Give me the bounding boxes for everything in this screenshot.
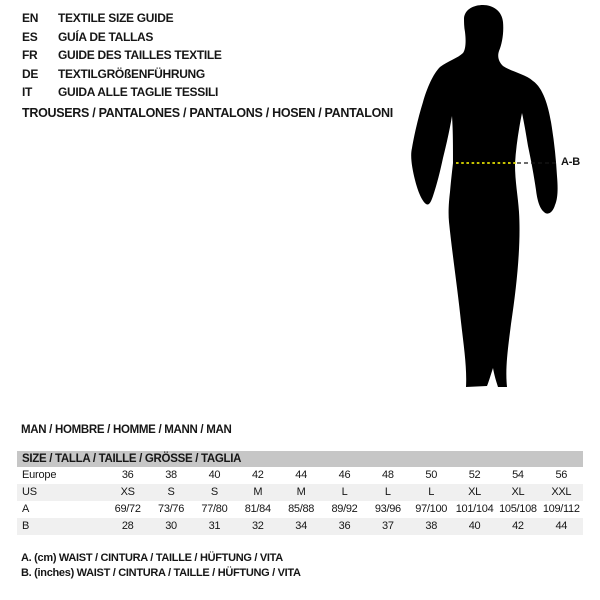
footnotes <box>21 551 301 580</box>
row-label: Europe <box>22 469 57 481</box>
language-label: GUIDA ALLE TAGLIE TESSILI <box>58 85 219 100</box>
table-cell: XXL <box>551 486 572 498</box>
row-label: US <box>22 486 37 498</box>
table-cell: 31 <box>208 520 221 532</box>
table-cell: 37 <box>382 520 394 532</box>
language-label: TEXTILE SIZE GUIDE <box>58 11 174 25</box>
table-cell: 73/76 <box>158 503 185 515</box>
table-cell: 89/92 <box>331 503 358 515</box>
table-cell: 101/104 <box>455 503 494 515</box>
table-cell: S <box>167 486 175 498</box>
table-cell: 105/108 <box>499 503 537 515</box>
language-code: IT <box>22 85 33 100</box>
table-cell: 85/88 <box>288 503 315 515</box>
table-cell: XL <box>468 486 481 498</box>
table-cell: M <box>296 486 306 498</box>
table-cell: 52 <box>468 469 481 481</box>
table-cell: 34 <box>295 520 307 532</box>
row-label: B <box>22 520 30 532</box>
table-cell: L <box>384 486 391 498</box>
table-cell: S <box>210 486 218 498</box>
table-cell: 36 <box>121 469 134 481</box>
table-row-us <box>17 484 583 501</box>
table-cell: 46 <box>338 469 351 481</box>
table-cell: 48 <box>382 469 394 481</box>
language-code: DE <box>22 66 39 81</box>
table-cell: 81/84 <box>244 503 271 515</box>
table-cell: 56 <box>555 469 568 481</box>
table-cell: 69/72 <box>114 503 141 515</box>
table-cell: 54 <box>512 469 524 481</box>
table-cell: 38 <box>425 520 438 532</box>
table-cell: XS <box>120 486 135 498</box>
table-row-europe <box>17 467 583 484</box>
language-label: GUÍA DE TALLAS <box>58 29 154 44</box>
table-cell: 32 <box>251 520 264 532</box>
table-cell: 42 <box>251 469 264 481</box>
table-cell: 28 <box>121 520 134 532</box>
table-header: SIZE / TALLA / TAILLE / GRÖSSE / TAGLIA <box>17 451 583 467</box>
language-label: GUIDE DES TAILLES TEXTILE <box>58 48 222 63</box>
category-title: TROUSERS / PANTALONES / PANTALONS / HOSEN / PANTALONI <box>22 106 393 120</box>
table-cell: 40 <box>468 520 481 532</box>
table-cell: 40 <box>208 469 221 481</box>
footnote-a: A. (cm) WAIST / CINTURA / TAILLE / HÜFTUNG / VITA <box>21 552 283 564</box>
table-cell: L <box>428 486 435 498</box>
table-cell: 97/100 <box>415 503 448 515</box>
table-cell: 109/112 <box>542 503 580 515</box>
table-row-b-inches <box>17 518 583 535</box>
table-cell: M <box>253 486 263 498</box>
table-cell: 50 <box>425 469 438 481</box>
table-cell: 38 <box>165 469 177 481</box>
table-cell: 77/80 <box>201 503 228 515</box>
footnote-b: B. (inches) WAIST / CINTURA / TAILLE / HÜFTUNG / VITA <box>21 566 301 579</box>
language-code: FR <box>22 48 38 63</box>
table-cell: 30 <box>165 520 177 532</box>
table-cell: 44 <box>555 520 568 532</box>
table-cell: L <box>341 486 348 498</box>
silhouette-path <box>411 5 557 387</box>
table-row-a-cm <box>17 501 583 518</box>
language-code: EN <box>22 11 39 25</box>
table-cell: 44 <box>295 469 307 481</box>
section-title: MAN / HOMBRE / HOMME / MANN / MAN <box>21 424 232 436</box>
measurement-label: A-B <box>561 156 580 168</box>
table-cell: 42 <box>512 520 524 532</box>
language-label: TEXTILGRÖßENFÜHRUNG <box>58 66 205 81</box>
table-cell: 93/96 <box>374 503 401 515</box>
row-label: A <box>22 503 30 515</box>
size-table <box>17 451 583 535</box>
language-code: ES <box>22 29 38 44</box>
table-cell: XL <box>511 486 525 498</box>
table-cell: 36 <box>338 520 351 532</box>
